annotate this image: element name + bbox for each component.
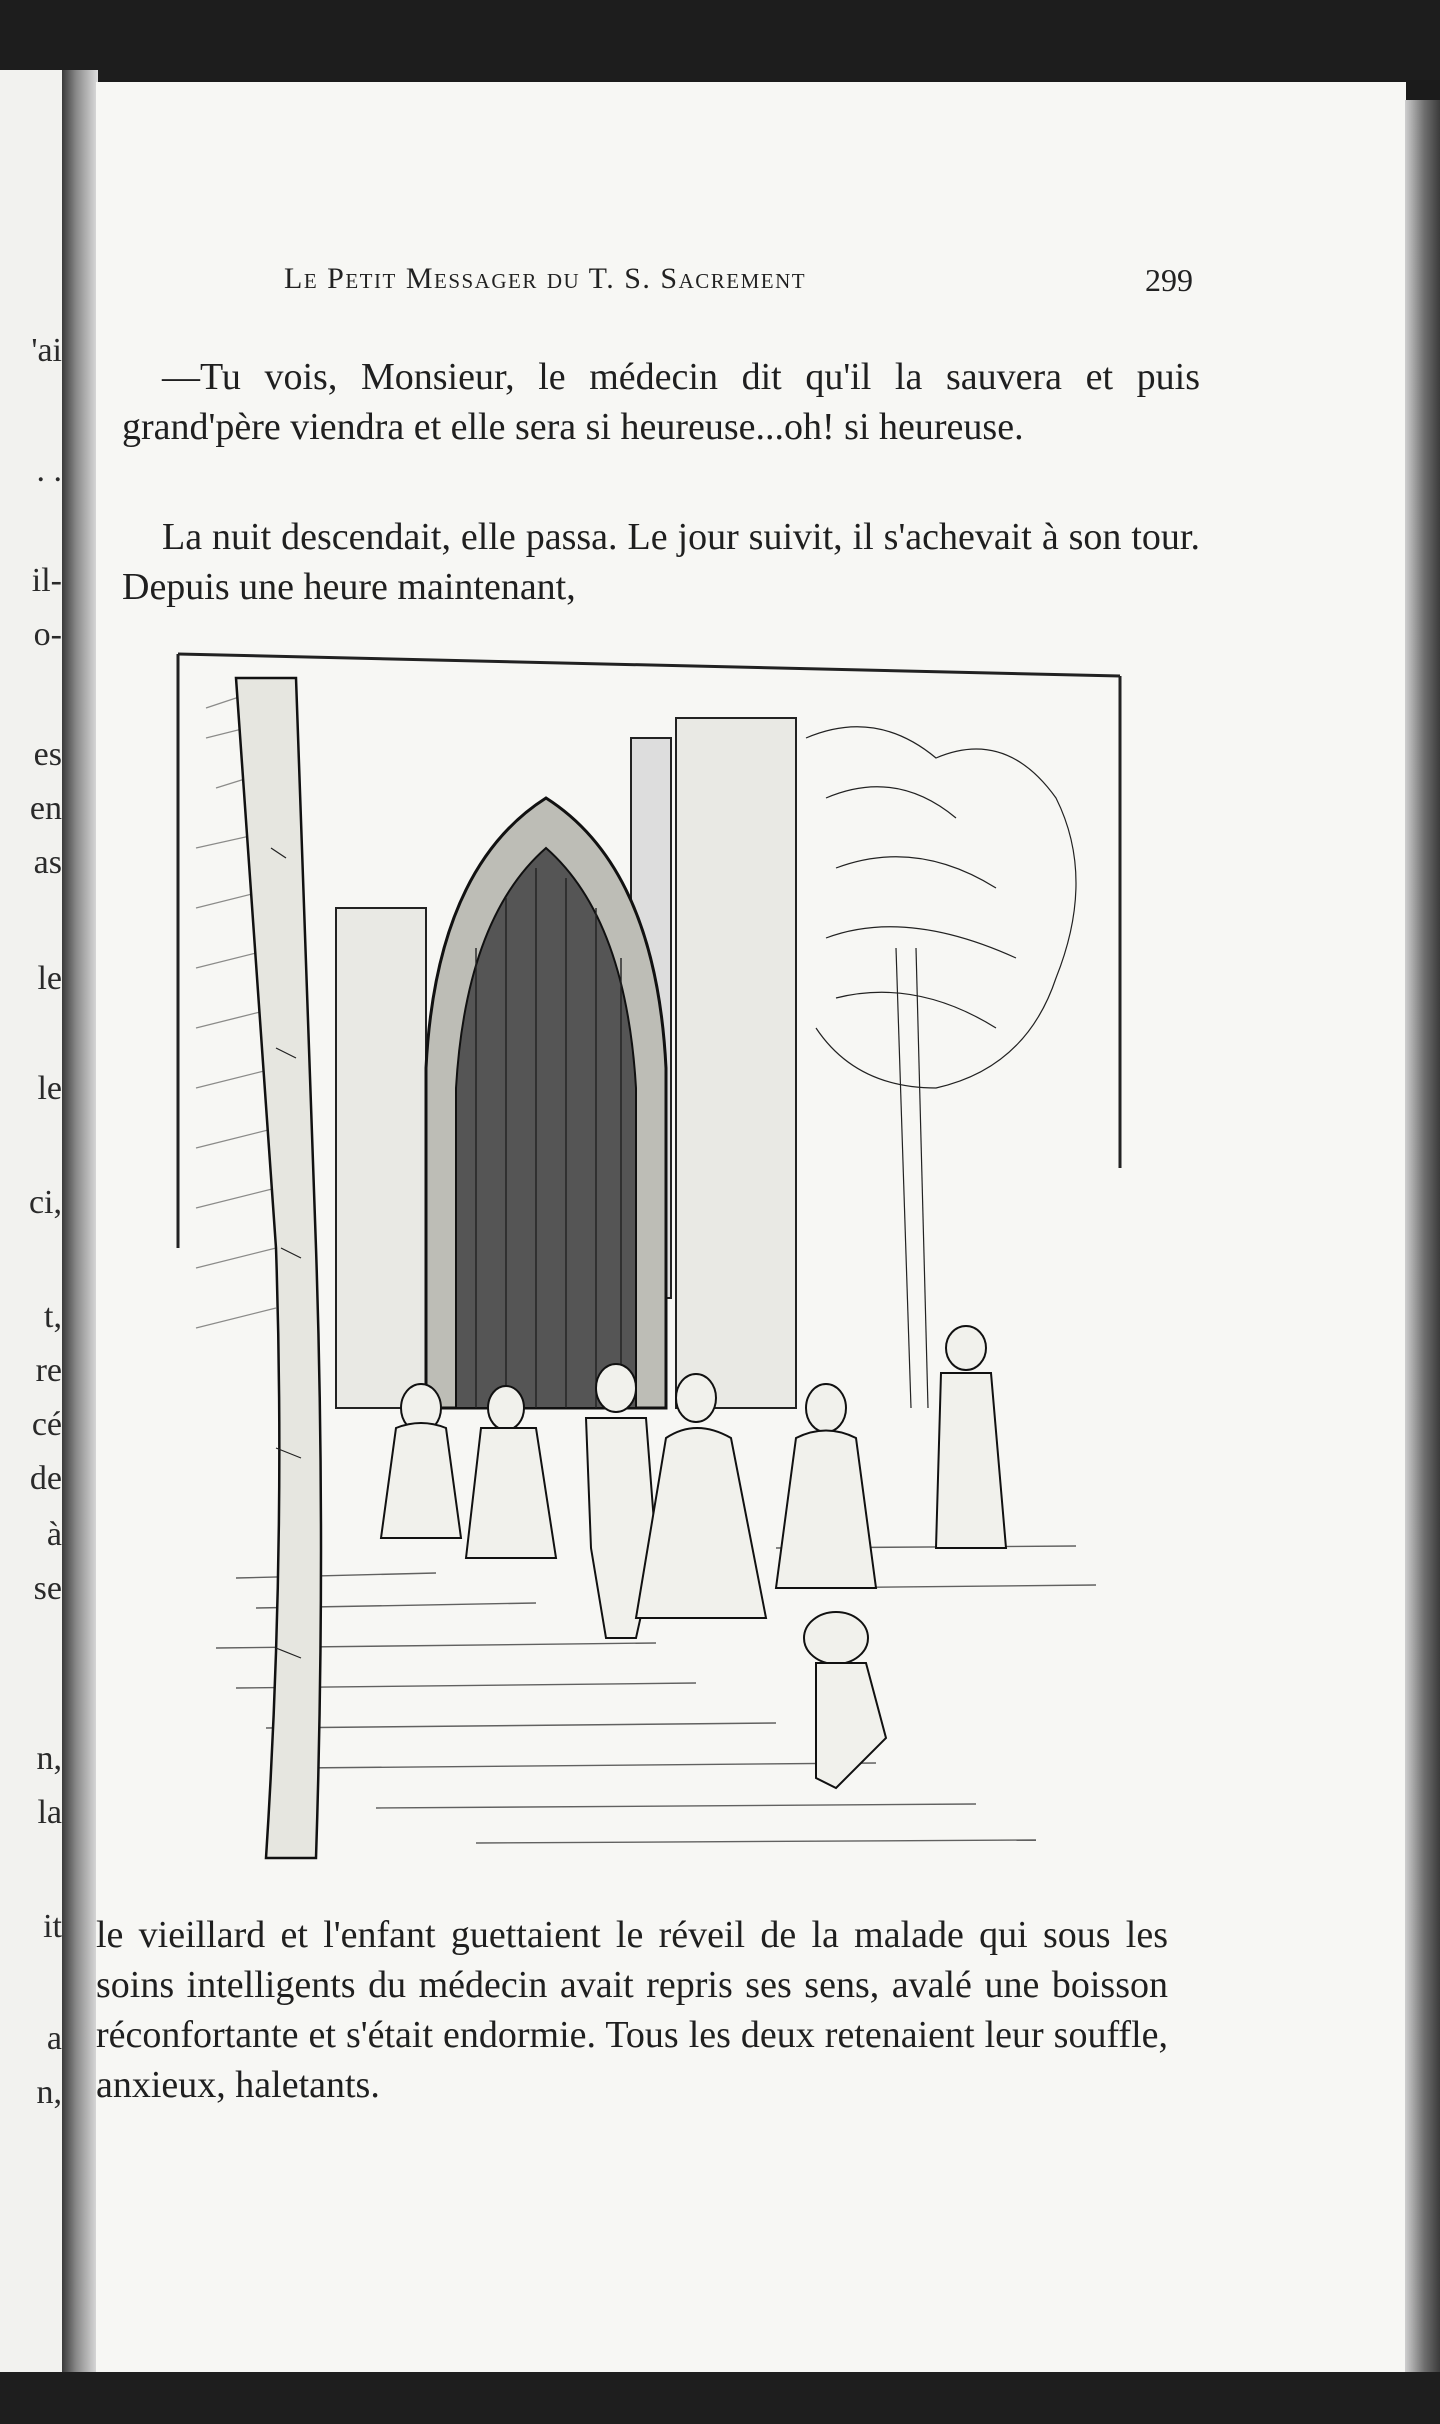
facing-page-fragment: la <box>37 1794 62 1831</box>
facing-page-left <box>0 70 66 2410</box>
facing-page-fragment: re <box>35 1352 62 1389</box>
facing-page-fragment: as <box>33 844 62 881</box>
facing-page-fragment: 'ai <box>31 332 62 369</box>
page-edge-shadow <box>1405 100 1440 2400</box>
facing-page-fragment: cé <box>31 1406 62 1443</box>
engraving-church-portal-icon <box>176 648 1122 1868</box>
facing-page-fragment: n, <box>36 2074 62 2111</box>
running-header: Le Petit Messager du T. S. Sacrement <box>284 262 807 295</box>
facing-page-fragment: à <box>46 1516 62 1553</box>
facing-page-fragment: en <box>29 790 62 827</box>
facing-page-fragment: . . <box>36 452 62 489</box>
facing-page-fragment: es <box>33 736 62 773</box>
facing-page-fragment: il- <box>31 562 62 599</box>
scan-bottom-border <box>0 2372 1440 2424</box>
facing-page-fragment: ci, <box>28 1184 62 1221</box>
facing-page-fragment: le <box>37 1070 62 1107</box>
facing-page-fragment: it <box>43 1908 62 1945</box>
facing-page-fragment: se <box>33 1570 62 1607</box>
facing-page-fragment: n, <box>36 1740 62 1777</box>
scan-top-border <box>0 0 1440 80</box>
facing-page-fragment: t, <box>44 1298 62 1335</box>
facing-page-fragment: le <box>37 960 62 997</box>
page-number: 299 <box>1145 262 1193 298</box>
book-gutter <box>62 70 98 2410</box>
paragraph: La nuit descendait, elle passa. Le jour suivit, il s'achevait à son tour. Depuis une heure maintenant, <box>122 516 1200 608</box>
paragraph: le vieillard et l'enfant guettaient le réveil de la malade qui sous les soins intelligents du médecin avait repris ses sens, avalé une boisson réconfortante et s'était endormie. Tous les deux retenaient leur souffle, anxieux, haletants. <box>96 1914 1168 2106</box>
paragraph: —Tu vois, Monsieur, le médecin dit qu'il la sauvera et puis grand'père viendra et elle sera si heureuse...oh! si heureuse. <box>122 356 1200 448</box>
facing-page-fragment: a <box>46 2020 62 2057</box>
facing-page-fragment: o- <box>33 616 62 653</box>
facing-page-fragment: de <box>29 1460 62 1497</box>
